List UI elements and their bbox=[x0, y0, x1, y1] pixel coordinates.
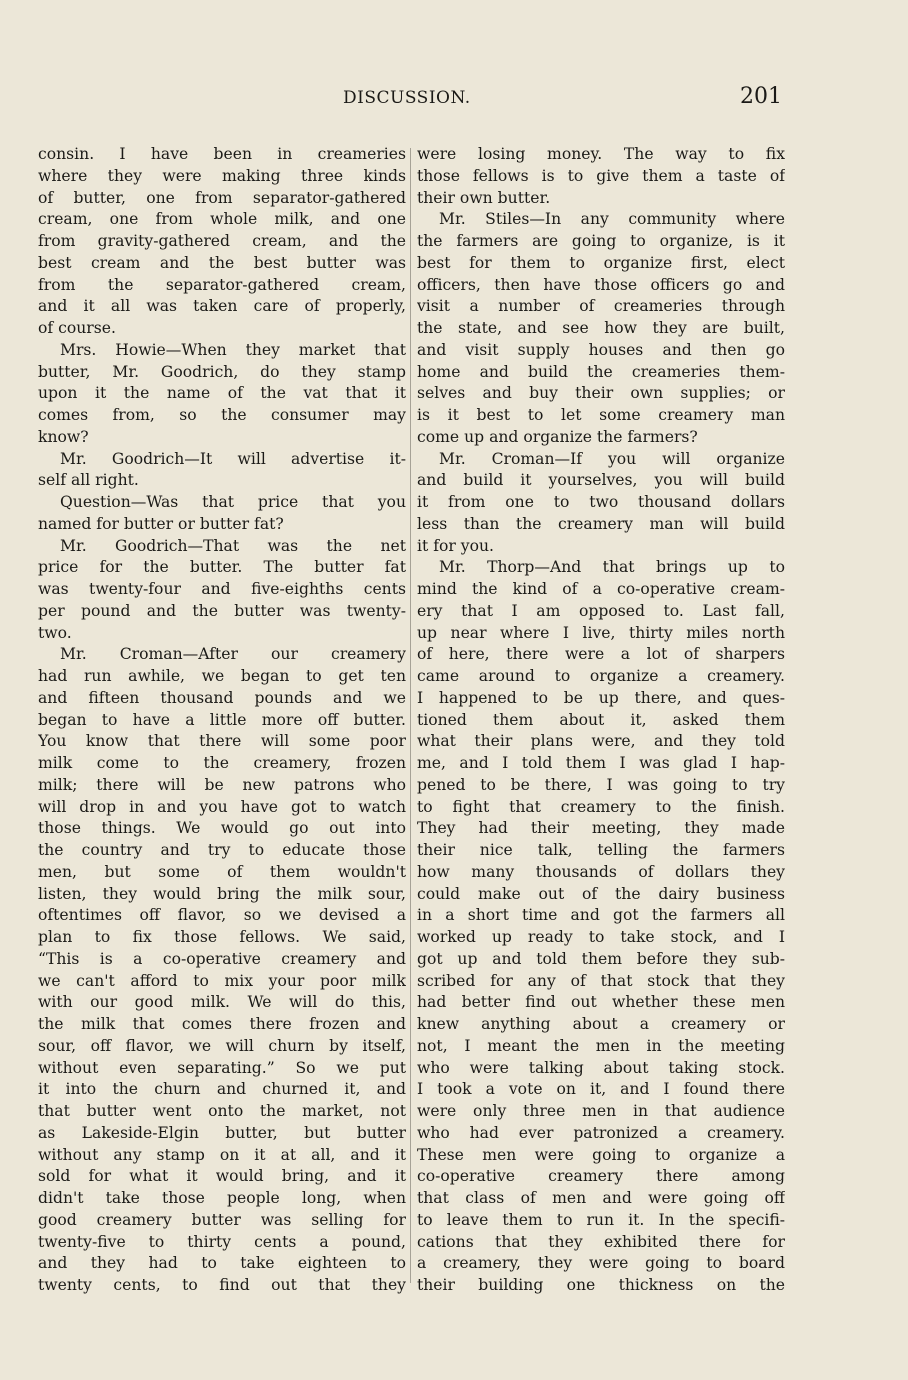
text-line: as Lakeside-Elgin butter, but butter bbox=[38, 1123, 406, 1142]
text-line: it from one to two thousand dollars bbox=[417, 493, 785, 511]
text-line: sour, off flavor, we will churn by itself, bbox=[38, 1036, 406, 1055]
text-line: and fifteen thousand pounds and we bbox=[38, 688, 406, 707]
text-line: co-operative creamery there among bbox=[417, 1167, 785, 1186]
text-line: milk; there will be new patrons who bbox=[38, 775, 406, 794]
text-line: without even separating.” So we put bbox=[38, 1058, 406, 1077]
text-line: didn't take those people long, when bbox=[38, 1189, 406, 1207]
text-line: Mr. Goodrich—That was the net bbox=[60, 536, 406, 555]
text-line: Mr. Stiles—In any community where bbox=[439, 210, 785, 229]
text-line: had run awhile, we began to get ten bbox=[38, 667, 406, 685]
text-line: and it all was taken care of properly, bbox=[38, 297, 406, 316]
running-title: DISCUSSION. bbox=[343, 88, 471, 108]
text-line: Mr. Thorp—And that brings up to bbox=[439, 558, 785, 577]
text-line: self all right. bbox=[38, 471, 139, 490]
text-line: and they had to take eighteen to bbox=[38, 1254, 406, 1273]
text-line: it into the churn and churned it, and bbox=[38, 1080, 406, 1099]
text-line: twenty cents, to find out that they bbox=[38, 1276, 406, 1294]
text-line: knew anything about a creamery or bbox=[417, 1015, 785, 1033]
text-line: had better find out whether these men bbox=[417, 993, 785, 1012]
text-line: and visit supply houses and then go bbox=[417, 340, 785, 359]
text-line: best for them to organize first, elect bbox=[417, 253, 785, 272]
text-line: the milk that comes there frozen and bbox=[38, 1015, 406, 1033]
text-line: got up and told them before they sub- bbox=[417, 949, 785, 968]
text-line: the state, and see how they are built, bbox=[417, 319, 785, 337]
text-line: of course. bbox=[38, 319, 116, 337]
text-line: cream, one from whole milk, and one bbox=[38, 210, 406, 229]
text-line: a creamery, they were going to board bbox=[417, 1254, 785, 1273]
text-line: worked up ready to take stock, and I bbox=[417, 928, 785, 946]
text-line: with our good milk. We will do this, bbox=[38, 993, 406, 1012]
text-line: best cream and the best butter was bbox=[38, 253, 406, 272]
text-line: “This is a co-operative creamery and bbox=[38, 949, 406, 968]
text-line: who were talking about taking stock. bbox=[417, 1058, 785, 1077]
text-line: I happened to be up there, and ques- bbox=[417, 688, 785, 707]
text-line: to fight that creamery to the finish. bbox=[417, 797, 785, 816]
text-line: of butter, one from separator-gathered bbox=[38, 188, 406, 207]
text-line: come up and organize the farmers? bbox=[417, 427, 698, 446]
text-line: price for the butter. The butter fat bbox=[38, 558, 406, 577]
text-line: You know that there will some poor bbox=[38, 732, 406, 751]
text-line: and build it yourselves, you will build bbox=[417, 471, 785, 490]
text-line: upon it the name of the vat that it bbox=[38, 384, 406, 403]
text-line: know? bbox=[38, 427, 89, 446]
text-line: we can't afford to mix your poor milk bbox=[38, 971, 406, 990]
text-line: those things. We would go out into bbox=[38, 819, 406, 838]
text-line: sold for what it would bring, and it bbox=[38, 1167, 406, 1186]
text-line: Mr. Goodrich—It will advertise it- bbox=[60, 449, 406, 468]
text-line: the farmers are going to organize, is it bbox=[417, 232, 785, 250]
text-line: is it best to let some creamery man bbox=[417, 406, 785, 424]
text-line: These men were going to organize a bbox=[417, 1145, 785, 1164]
page-number: 201 bbox=[740, 84, 782, 109]
text-line: me, and I told them I was glad I hap- bbox=[417, 754, 785, 772]
text-line: named for butter or butter fat? bbox=[38, 514, 284, 533]
text-line: that butter went onto the market, not bbox=[38, 1102, 406, 1120]
text-line: began to have a little more off butter. bbox=[38, 710, 406, 729]
text-line: mind the kind of a co-operative cream- bbox=[417, 580, 785, 598]
column-divider bbox=[410, 148, 411, 1283]
text-line: milk come to the creamery, frozen bbox=[38, 754, 406, 772]
text-line: in a short time and got the farmers all bbox=[417, 906, 785, 925]
text-line: their building one thickness on the bbox=[417, 1276, 785, 1294]
text-line: cations that they exhibited there for bbox=[417, 1232, 785, 1251]
text-line: home and build the creameries them- bbox=[417, 362, 785, 381]
text-line: Mr. Croman—After our creamery bbox=[60, 645, 406, 664]
text-line: not, I meant the men in the meeting bbox=[417, 1036, 785, 1055]
text-line: was twenty-four and five-eighths cents bbox=[38, 580, 406, 598]
text-line: of here, there were a lot of sharpers bbox=[417, 645, 785, 664]
text-line: oftentimes off flavor, so we devised a bbox=[38, 906, 406, 925]
text-line: consin. I have been in creameries bbox=[38, 145, 406, 163]
left-column bbox=[38, 144, 406, 1297]
running-head bbox=[0, 84, 908, 118]
text-line: that class of men and were going off bbox=[417, 1189, 785, 1207]
text-line: plan to fix those fellows. We said, bbox=[38, 928, 406, 946]
text-line: men, but some of them wouldn't bbox=[38, 862, 406, 881]
text-line: were losing money. The way to fix bbox=[417, 145, 785, 163]
text-line: comes from, so the consumer may bbox=[38, 406, 406, 424]
text-line: listen, they would bring the milk sour, bbox=[38, 884, 406, 903]
text-line: from the separator-gathered cream, bbox=[38, 275, 406, 294]
text-line: up near where I live, thirty miles north bbox=[417, 623, 785, 642]
text-line: their nice talk, telling the farmers bbox=[417, 841, 785, 859]
text-line: per pound and the butter was twenty- bbox=[38, 601, 406, 620]
text-line: could make out of the dairy business bbox=[417, 884, 785, 903]
text-line: the country and try to educate those bbox=[38, 841, 406, 859]
right-column bbox=[417, 144, 785, 1297]
text-line: what their plans were, and they told bbox=[417, 732, 785, 751]
text-line: Question—Was that price that you bbox=[60, 493, 406, 511]
text-line: to leave them to run it. In the specifi- bbox=[417, 1210, 785, 1229]
text-line: how many thousands of dollars they bbox=[417, 862, 785, 881]
text-line: I took a vote on it, and I found there bbox=[417, 1080, 785, 1099]
text-line: They had their meeting, they made bbox=[417, 819, 785, 838]
text-line: good creamery butter was selling for bbox=[38, 1210, 406, 1229]
text-line: Mr. Croman—If you will organize bbox=[439, 449, 785, 468]
text-line: less than the creamery man will build bbox=[417, 514, 785, 533]
text-line: those fellows is to give them a taste of bbox=[417, 166, 785, 185]
text-line: selves and buy their own supplies; or bbox=[417, 384, 785, 403]
text-line: butter, Mr. Goodrich, do they stamp bbox=[38, 362, 406, 381]
text-line: from gravity-gathered cream, and the bbox=[38, 232, 406, 250]
text-line: officers, then have those officers go and bbox=[417, 275, 785, 294]
text-line: Mrs. Howie—When they market that bbox=[60, 340, 406, 359]
text-line: ery that I am opposed to. Last fall, bbox=[417, 601, 785, 620]
text-line: will drop in and you have got to watch bbox=[38, 797, 406, 816]
text-line: pened to be there, I was going to try bbox=[417, 775, 785, 794]
text-line: scribed for any of that stock that they bbox=[417, 971, 785, 990]
text-line: who had ever patronized a creamery. bbox=[417, 1123, 785, 1142]
text-line: were only three men in that audience bbox=[417, 1102, 785, 1120]
text-line: where they were making three kinds bbox=[38, 166, 406, 185]
text-line: came around to organize a creamery. bbox=[417, 667, 785, 685]
text-line: it for you. bbox=[417, 536, 494, 555]
text-line: two. bbox=[38, 623, 72, 642]
text-line: twenty-five to thirty cents a pound, bbox=[38, 1232, 406, 1251]
text-line: tioned them about it, asked them bbox=[417, 710, 785, 729]
text-line: without any stamp on it at all, and it bbox=[38, 1145, 406, 1164]
text-line: visit a number of creameries through bbox=[417, 297, 785, 316]
text-line: their own butter. bbox=[417, 188, 551, 207]
